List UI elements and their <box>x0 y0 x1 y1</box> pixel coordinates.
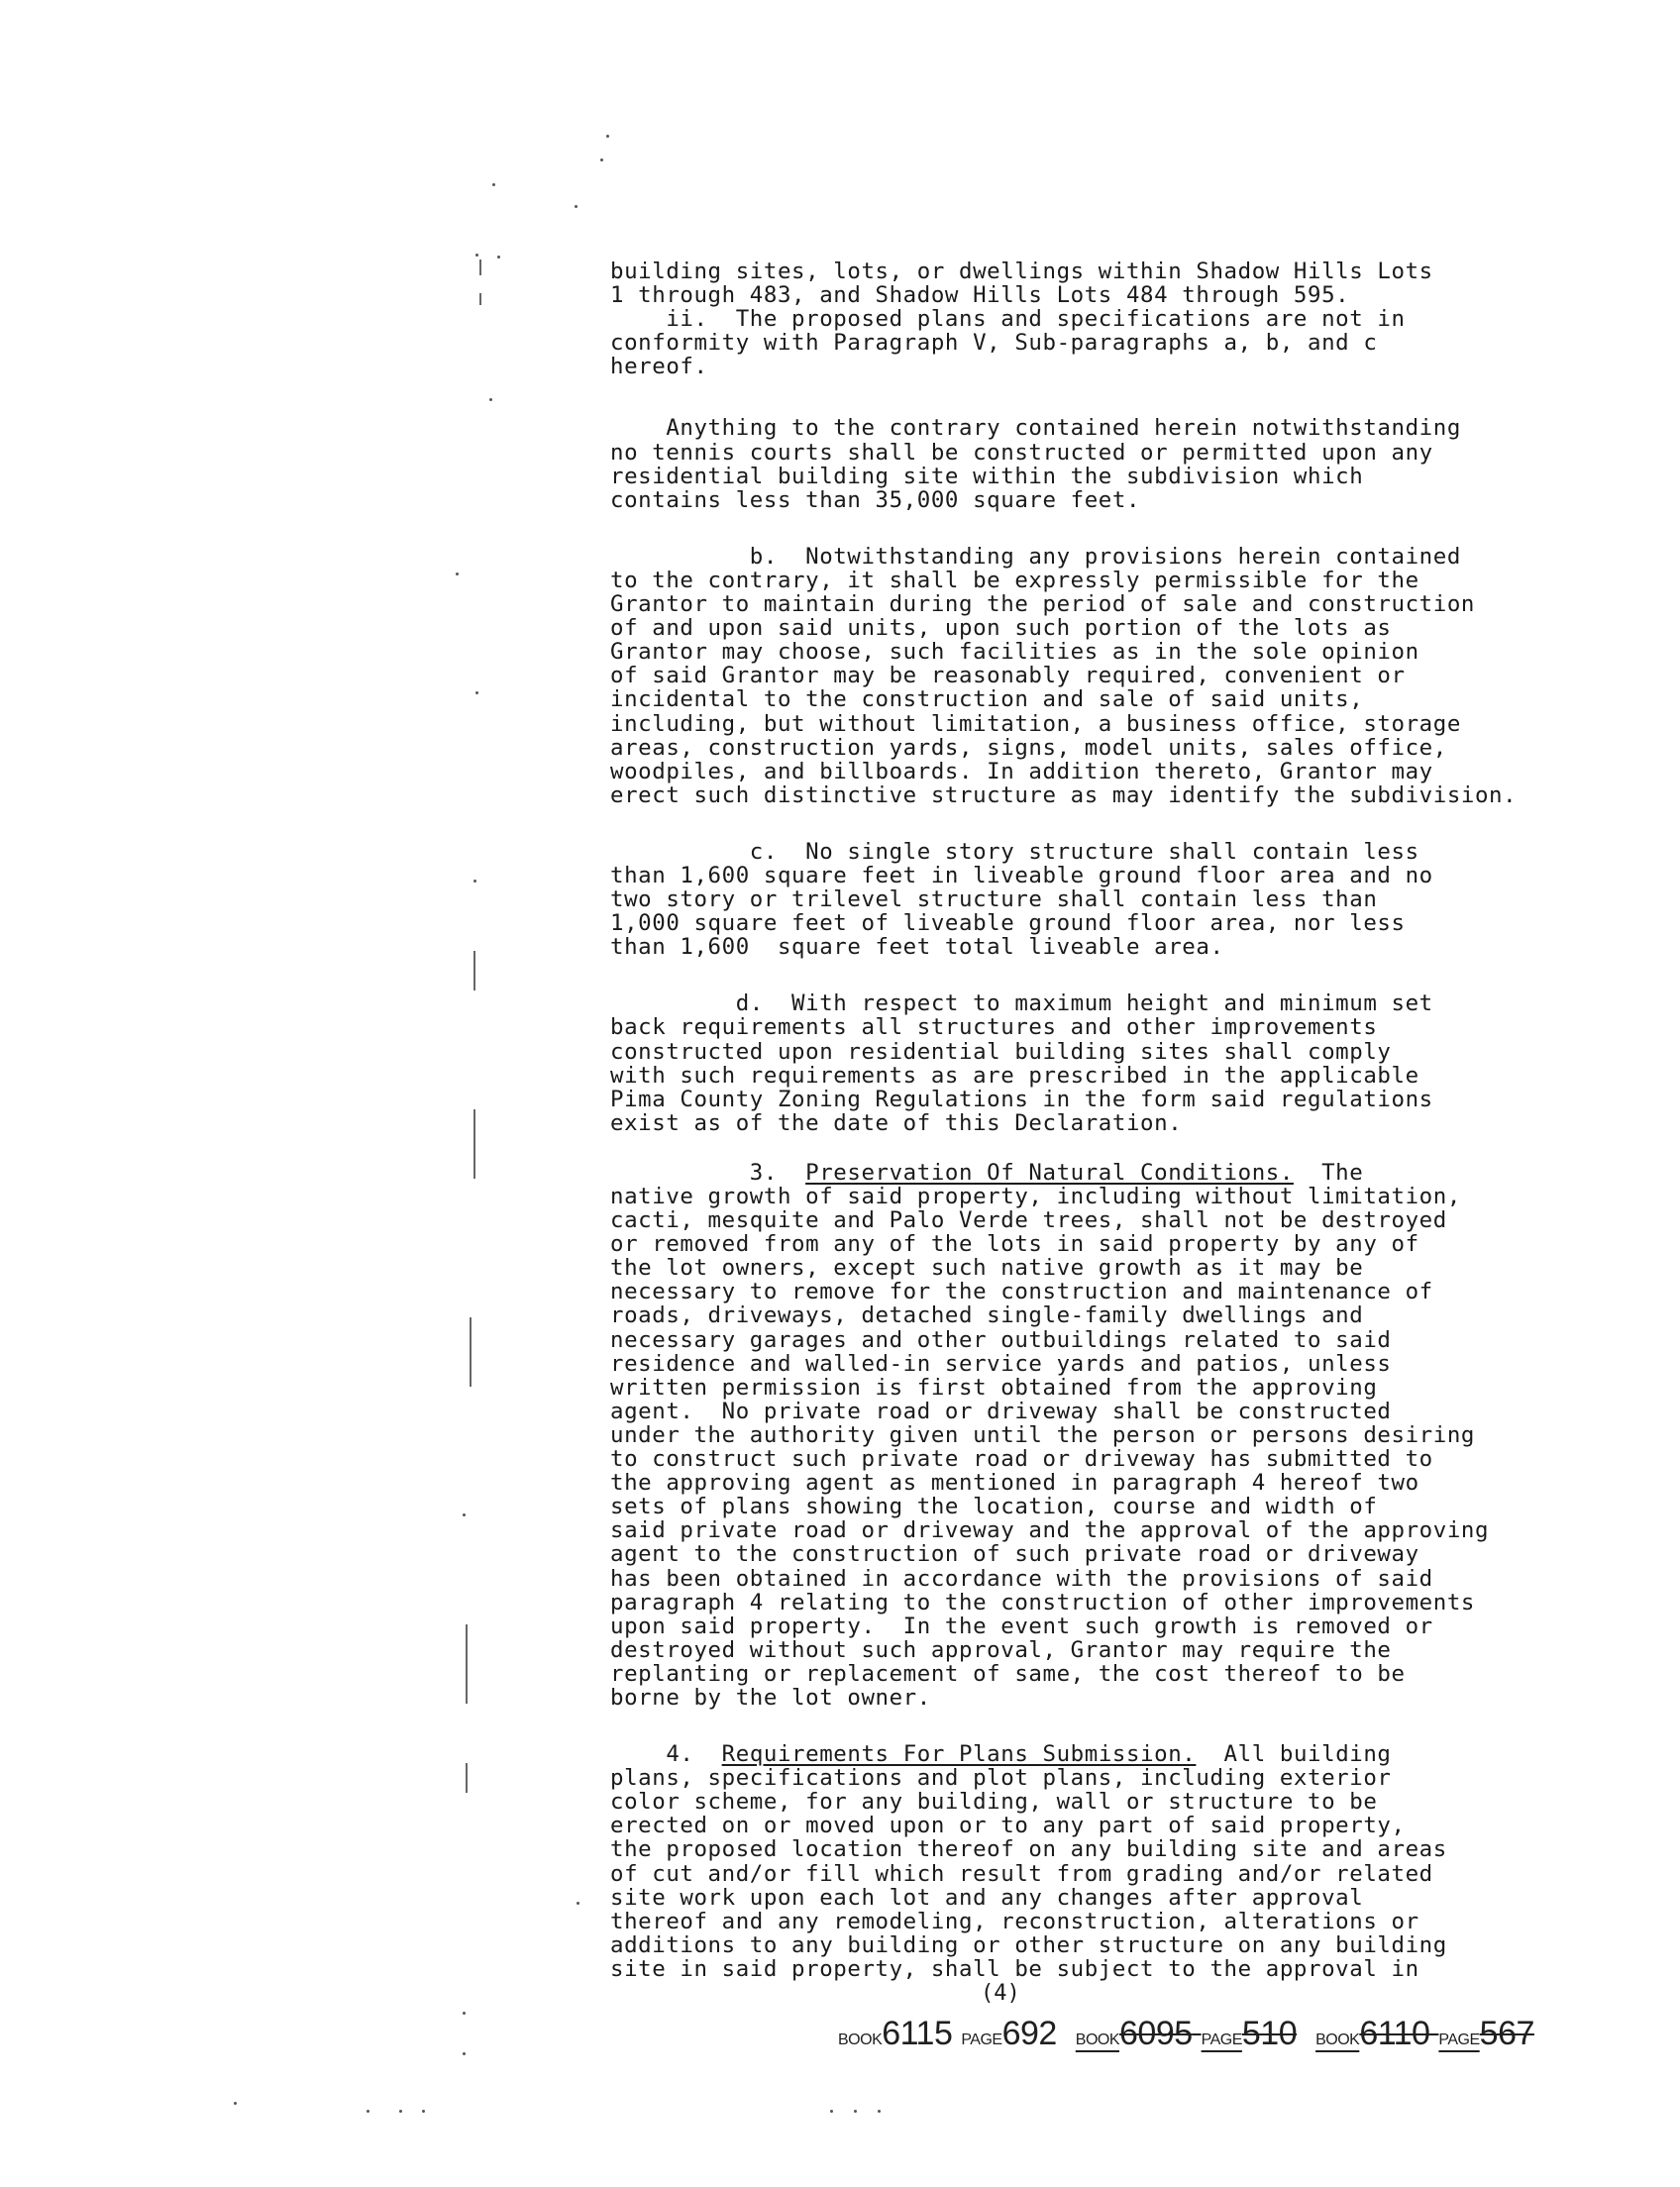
text-line: erect such distinctive structure as may identify the subdivision. <box>610 781 1518 808</box>
text-line: under the authority given until the person or persons desiring <box>610 1421 1475 1448</box>
margin-mark <box>479 260 481 275</box>
text-line: necessary to remove for the construction and maintenance of <box>610 1279 1433 1305</box>
text-line: the proposed location thereof on any building site and areas <box>610 1836 1447 1863</box>
text-line: incidental to the construction and sale of said units, <box>610 686 1364 713</box>
margin-mark <box>466 1624 468 1704</box>
text-line: agent. No private road or driveway shall be constructed <box>610 1398 1392 1424</box>
text-line: to construct such private road or driveway has submitted to <box>610 1446 1433 1473</box>
scan-speck <box>830 2110 833 2113</box>
text-line: than 1,600 square feet in liveable ground floor area and no <box>610 862 1433 888</box>
scan-speck <box>473 880 476 883</box>
text-line: constructed upon residential building sites shall comply <box>610 1038 1392 1065</box>
margin-mark <box>470 1317 472 1387</box>
scan-speck <box>575 205 578 208</box>
text-line: Grantor to maintain during the period of sale and construction <box>610 591 1475 618</box>
document-body <box>610 260 1531 1981</box>
section-heading: Requirements For Plans Submission. <box>721 1741 1197 1768</box>
text-line: erected on or moved upon or to any part of said property, <box>610 1813 1406 1839</box>
text-line: including, but without limitation, a business office, storage <box>610 710 1461 737</box>
text-line: color scheme, for any building, wall or structure to be <box>610 1789 1378 1816</box>
text-line: or removed from any of the lots in said property by any of <box>610 1231 1419 1258</box>
section-heading-line <box>610 1742 1531 1766</box>
scan-speck <box>399 2110 402 2113</box>
scan-speck <box>489 398 492 401</box>
text-line: two story or trilevel structure shall contain less than <box>610 886 1378 913</box>
text-line: 1,000 square feet of liveable ground floor area, nor less <box>610 910 1406 937</box>
text-line: said private road or driveway and the approval of the approving <box>610 1517 1490 1544</box>
text-line: c. No single story structure shall contain less <box>610 838 1419 865</box>
text-line: Pima County Zoning Regulations in the form said regulations <box>610 1086 1433 1112</box>
recording-stamp-entry-struck: BOOK6095 PAGE510 <box>1075 2015 1298 2052</box>
text-line: of and upon said units, upon such portion of the lots as <box>610 615 1392 642</box>
text-line: areas, construction yards, signs, model units, sales office, <box>610 734 1447 761</box>
scan-speck <box>492 183 495 186</box>
text-line: ii. The proposed plans and specifications are not in <box>610 306 1406 333</box>
recording-stamp <box>838 2015 1544 2053</box>
text-line: native growth of said property, including without limitation, <box>610 1184 1461 1209</box>
scan-speck <box>234 2102 237 2105</box>
text-line: contains less than 35,000 square feet. <box>610 486 1141 513</box>
text-line: no tennis courts shall be constructed or permitted upon any <box>610 439 1433 466</box>
section-heading-line <box>610 1161 1531 1185</box>
page-number: (4) <box>981 1981 1020 2006</box>
scan-speck <box>463 1513 466 1516</box>
section-heading: Preservation Of Natural Conditions. <box>805 1159 1294 1186</box>
text-line: additions to any building or other structure on any building <box>610 1931 1447 1958</box>
section-number: 4. <box>610 1741 722 1768</box>
text-line: sets of plans showing the location, course and width of <box>610 1494 1378 1520</box>
text-line: paragraph 4 relating to the construction of other improvements <box>610 1589 1475 1615</box>
margin-mark <box>473 1109 475 1179</box>
section-4 <box>610 1742 1531 1981</box>
heading-tail: All building <box>1196 1741 1392 1768</box>
text-line: hereof. <box>610 354 708 380</box>
text-line: residence and walled-in service yards and patios, unless <box>610 1350 1392 1377</box>
text-line: to the contrary, it shall be expressly permissible for the <box>610 567 1419 593</box>
text-line: 1 through 483, and Shadow Hills Lots 484 through 595. <box>610 282 1350 309</box>
scan-speck <box>606 135 609 138</box>
scan-speck <box>577 1902 579 1905</box>
scan-speck <box>463 2052 466 2055</box>
text-line: residential building site within the subdivision which <box>610 463 1364 489</box>
text-line: necessary garages and other outbuildings related to said <box>610 1326 1392 1353</box>
text-line: thereof and any remodeling, reconstruction, alterations or <box>610 1908 1419 1934</box>
paragraph <box>610 260 1531 378</box>
text-line: d. With respect to maximum height and minimum set <box>610 990 1433 1017</box>
scan-speck <box>878 2110 881 2113</box>
paragraph-c <box>610 840 1531 959</box>
text-line: borne by the lot owner. <box>610 1684 931 1711</box>
text-line: destroyed without such approval, Grantor may require the <box>610 1636 1392 1663</box>
scan-speck <box>422 2110 425 2113</box>
scan-speck <box>367 2110 369 2113</box>
section-3 <box>610 1161 1531 1710</box>
text-line: has been obtained in accordance with the provisions of said <box>610 1565 1433 1592</box>
text-line: exist as of the date of this Declaration. <box>610 1109 1183 1136</box>
scan-speck <box>854 2110 857 2113</box>
text-line: site work upon each lot and any changes after approval <box>610 1884 1364 1911</box>
text-line: Anything to the contrary contained herein notwithstanding <box>610 415 1461 442</box>
recording-stamp-entry: BOOK6115 PAGE692 <box>838 2015 1057 2052</box>
scan-speck <box>475 254 478 257</box>
text-line: replanting or replacement of same, the cost thereof to be <box>610 1660 1406 1687</box>
text-line: the lot owners, except such native growth as it may be <box>610 1255 1364 1282</box>
paragraph-d <box>610 991 1531 1135</box>
text-line: b. Notwithstanding any provisions herein contained <box>610 543 1461 570</box>
text-line: upon said property. In the event such growth is removed or <box>610 1613 1433 1639</box>
text-line: conformity with Paragraph V, Sub-paragraphs a, b, and c <box>610 330 1378 357</box>
scan-speck <box>600 158 603 161</box>
text-line: written permission is first obtained from the approving <box>610 1374 1378 1401</box>
text-line: Grantor may choose, such facilities as in the sole opinion <box>610 639 1419 666</box>
text-line: back requirements all structures and other improvements <box>610 1014 1378 1041</box>
scan-speck <box>497 256 500 259</box>
paragraph <box>610 416 1531 511</box>
margin-mark <box>479 293 481 305</box>
text-line: of said Grantor may be reasonably required, convenient or <box>610 663 1406 689</box>
section-number: 3. <box>610 1159 806 1186</box>
text-line: than 1,600 square feet total liveable area. <box>610 934 1224 961</box>
text-line: of cut and/or fill which result from grading and/or related <box>610 1860 1433 1887</box>
text-line: the approving agent as mentioned in paragraph 4 hereof two <box>610 1470 1419 1497</box>
recording-stamp-entry-struck: BOOK6110 PAGE567 <box>1315 2015 1534 2052</box>
margin-mark <box>466 1763 468 1793</box>
text-line: with such requirements as are prescribed in the applicable <box>610 1062 1419 1089</box>
text-line: roads, driveways, detached single-family dwellings and <box>610 1302 1364 1329</box>
text-line: cacti, mesquite and Palo Verde trees, shall not be destroyed <box>610 1207 1447 1234</box>
paragraph-b <box>610 545 1531 807</box>
scan-speck <box>475 691 478 694</box>
scan-speck <box>463 2012 466 2015</box>
margin-mark <box>473 951 475 990</box>
text-line: plans, specifications and plot plans, including exterior <box>610 1765 1392 1792</box>
text-line: building sites, lots, or dwellings within Shadow Hills Lots <box>610 259 1433 284</box>
heading-tail: The <box>1293 1159 1364 1186</box>
scan-speck <box>456 573 459 575</box>
text-line: woodpiles, and billboards. In addition thereto, Grantor may <box>610 758 1433 784</box>
text-line: agent to the construction of such private road or driveway <box>610 1541 1419 1568</box>
text-line: site in said property, shall be subject to the approval in <box>610 1955 1419 1982</box>
